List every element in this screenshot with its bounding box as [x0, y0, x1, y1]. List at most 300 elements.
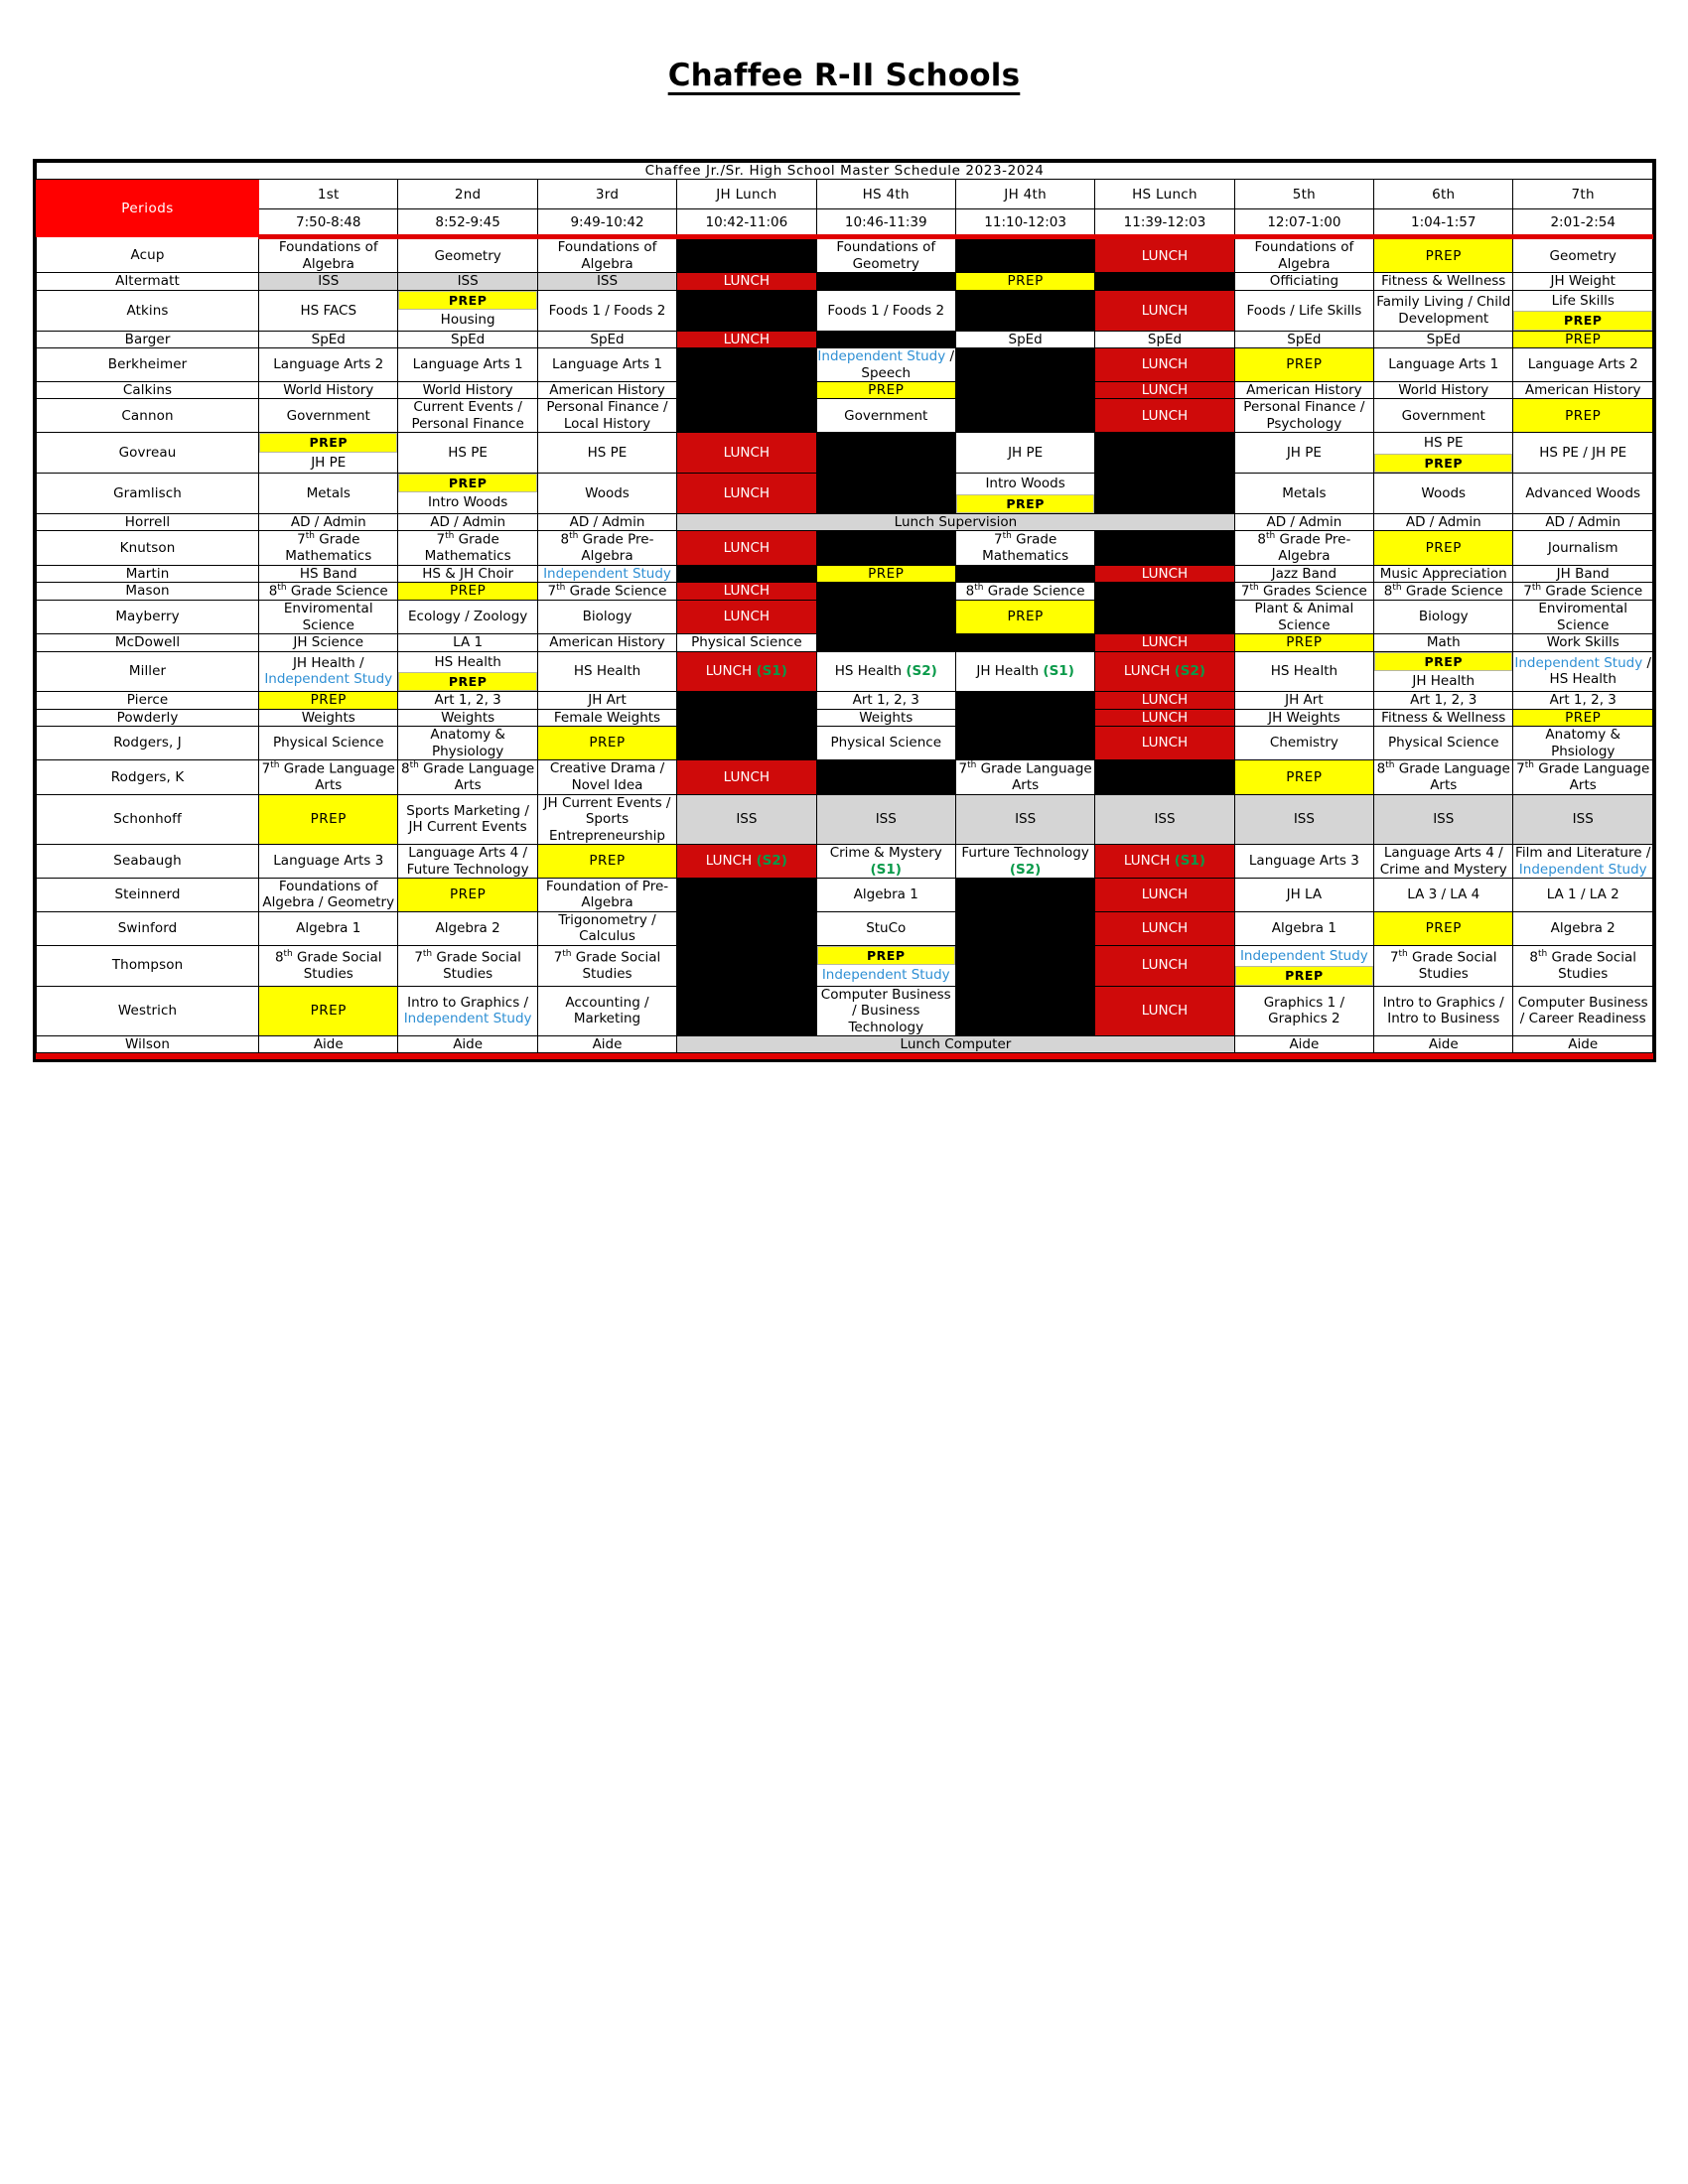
schedule-cell: SpEd — [1095, 331, 1234, 347]
schedule-cell: Enviromental Science — [1513, 601, 1653, 634]
schedule-cell: JH Band — [1513, 565, 1653, 582]
schedule-cell: Anatomy & Physiology — [398, 727, 537, 760]
schedule-cell: Weights — [259, 709, 398, 726]
schedule-cell: 7th Grade Social Studies — [1374, 945, 1513, 986]
schedule-cell: JH Health (S1) — [955, 651, 1094, 692]
schedule-cell: 7th Grade Social Studies — [537, 945, 676, 986]
schedule-cell: Biology — [1374, 601, 1513, 634]
period-time-5th: 12:07-1:00 — [1234, 209, 1373, 237]
prep-cell: PREP — [1374, 911, 1513, 945]
schedule-cell: Language Arts 2 — [1513, 348, 1653, 382]
table-row — [37, 382, 1653, 399]
schedule-cell: Algebra 1 — [1234, 911, 1373, 945]
schedule-cell: Independent Study — [537, 565, 676, 582]
schedule-cell: HS PE — [537, 433, 676, 474]
schedule-cell: SpEd — [398, 331, 537, 347]
schedule-cell: 7th Grade Mathematics — [955, 531, 1094, 565]
schedule-cell: Art 1, 2, 3 — [816, 692, 955, 709]
period-header-jh-lunch: JH Lunch — [677, 180, 816, 209]
blocked-cell — [677, 237, 816, 273]
table-row — [37, 709, 1653, 726]
table-footer-rule — [36, 1053, 1653, 1059]
schedule-cell: 7th Grade Science — [537, 583, 676, 601]
page-title: Chaffee R-II Schools — [667, 58, 1021, 93]
table-row — [37, 760, 1653, 794]
table-row — [37, 651, 1653, 692]
schedule-cell: 8th Grade Pre-Algebra — [537, 531, 676, 565]
schedule-body — [37, 237, 1653, 1053]
period-header-3rd: 3rd — [537, 180, 676, 209]
schedule-cell: Personal Finance / Local History — [537, 399, 676, 433]
table-row — [37, 399, 1653, 433]
schedule-cell: 7th Grade Language Arts — [1513, 760, 1653, 794]
schedule-cell: Government — [259, 399, 398, 433]
table-row — [37, 986, 1653, 1035]
schedule-cell: Foods 1 / Foods 2 — [816, 290, 955, 331]
schedule-cell: Government — [1374, 399, 1513, 433]
blocked-cell — [677, 945, 816, 986]
lunch-cell: LUNCH — [1095, 565, 1234, 582]
teacher-name-cell: Knutson — [37, 531, 259, 565]
schedule-cell: Foundations of Geometry — [816, 237, 955, 273]
periods-header-cell: Periods — [37, 180, 259, 237]
schedule-cell: Fitness & Wellness — [1374, 273, 1513, 290]
schedule-cell: AD / Admin — [1374, 513, 1513, 530]
schedule-cell: Metals — [1234, 474, 1373, 514]
blocked-cell — [955, 692, 1094, 709]
table-row — [37, 878, 1653, 911]
schedule-cell: Female Weights — [537, 709, 676, 726]
schedule-cell: Algebra 1 — [259, 911, 398, 945]
blocked-cell — [955, 382, 1094, 399]
schedule-cell: Art 1, 2, 3 — [1374, 692, 1513, 709]
lunch-cell: LUNCH (S2) — [677, 845, 816, 879]
master-schedule-table — [36, 162, 1653, 1053]
period-time-jh-4th: 11:10-12:03 — [955, 209, 1094, 237]
teacher-name-cell: Horrell — [37, 513, 259, 530]
blocked-cell — [677, 692, 816, 709]
period-label-row — [37, 180, 1653, 209]
schedule-cell: Algebra 2 — [1513, 911, 1653, 945]
schedule-cell: HS Health — [1234, 651, 1373, 692]
schedule-cell: PREP JH PE — [259, 433, 398, 474]
schedule-cell: HS Health — [537, 651, 676, 692]
schedule-cell: JH Health / Independent Study — [259, 651, 398, 692]
lunch-cell: LUNCH — [1095, 709, 1234, 726]
blocked-cell — [677, 911, 816, 945]
schedule-cell: Computer Business / Career Readiness — [1513, 986, 1653, 1035]
teacher-name-cell: Powderly — [37, 709, 259, 726]
period-time-3rd: 9:49-10:42 — [537, 209, 676, 237]
blocked-cell — [677, 727, 816, 760]
blocked-cell — [816, 273, 955, 290]
period-time-6th: 1:04-1:57 — [1374, 209, 1513, 237]
prep-cell: PREP — [816, 565, 955, 582]
table-row — [37, 583, 1653, 601]
teacher-name-cell: Thompson — [37, 945, 259, 986]
schedule-cell: Chemistry — [1234, 727, 1373, 760]
teacher-name-cell: Martin — [37, 565, 259, 582]
schedule-cell: Foundations of Algebra — [537, 237, 676, 273]
schedule-cell: World History — [398, 382, 537, 399]
period-time-2nd: 8:52-9:45 — [398, 209, 537, 237]
blocked-cell — [955, 237, 1094, 273]
schedule-cell: Foundations of Algebra — [259, 237, 398, 273]
schedule-cell: American History — [537, 634, 676, 651]
blocked-cell — [1095, 601, 1234, 634]
period-header-5th: 5th — [1234, 180, 1373, 209]
prep-cell: PREP — [537, 845, 676, 879]
period-time-7th: 2:01-2:54 — [1513, 209, 1653, 237]
teacher-name-cell: Calkins — [37, 382, 259, 399]
teacher-name-cell: Altermatt — [37, 273, 259, 290]
lunch-cell: LUNCH — [677, 273, 816, 290]
schedule-cell: 7th Grades Science — [1234, 583, 1373, 601]
table-row — [37, 290, 1653, 331]
prep-cell: PREP — [1513, 331, 1653, 347]
schedule-cell: Physical Science — [1374, 727, 1513, 760]
iss-cell: ISS — [398, 273, 537, 290]
iss-cell: ISS — [259, 273, 398, 290]
schedule-cell: Film and Literature / Independent Study — [1513, 845, 1653, 879]
schedule-cell: Language Arts 3 — [1234, 845, 1373, 879]
blocked-cell — [677, 290, 816, 331]
schedule-cell: 8th Grade Pre-Algebra — [1234, 531, 1373, 565]
schedule-cell: Physical Science — [259, 727, 398, 760]
schedule-cell: Aide — [259, 1035, 398, 1052]
schedule-cell: Art 1, 2, 3 — [1513, 692, 1653, 709]
blocked-cell — [816, 433, 955, 474]
schedule-cell: 7th Grade Mathematics — [259, 531, 398, 565]
lunch-cell: LUNCH — [1095, 348, 1234, 382]
period-header-7th: 7th — [1513, 180, 1653, 209]
iss-cell: ISS — [1513, 794, 1653, 844]
schedule-cell: Current Events / Personal Finance — [398, 399, 537, 433]
table-row — [37, 565, 1653, 582]
schedule-cell: JH Art — [537, 692, 676, 709]
blocked-cell — [955, 911, 1094, 945]
table-row — [37, 531, 1653, 565]
schedule-cell: Woods — [1374, 474, 1513, 514]
schedule-cell: 8th Grade Science — [1374, 583, 1513, 601]
blocked-cell — [816, 531, 955, 565]
prep-cell: PREP — [398, 583, 537, 601]
prep-cell: PREP — [1513, 399, 1653, 433]
teacher-name-cell: Cannon — [37, 399, 259, 433]
schedule-cell: American History — [537, 382, 676, 399]
schedule-cell: 8th Grade Science — [955, 583, 1094, 601]
iss-cell: ISS — [955, 794, 1094, 844]
schedule-cell: 7th Grade Social Studies — [398, 945, 537, 986]
table-banner-row — [37, 163, 1653, 180]
schedule-cell: Biology — [537, 601, 676, 634]
schedule-cell: World History — [1374, 382, 1513, 399]
schedule-cell: World History — [259, 382, 398, 399]
schedule-cell: American History — [1234, 382, 1373, 399]
schedule-cell: AD / Admin — [1513, 513, 1653, 530]
schedule-cell: HS PE / JH PE — [1513, 433, 1653, 474]
schedule-cell: Language Arts 4 / Future Technology — [398, 845, 537, 879]
schedule-cell: Personal Finance / Psychology — [1234, 399, 1373, 433]
blocked-cell — [955, 634, 1094, 651]
schedule-cell: Woods — [537, 474, 676, 514]
schedule-cell: Weights — [816, 709, 955, 726]
table-row — [37, 1035, 1653, 1052]
iss-cell: ISS — [1374, 794, 1513, 844]
teacher-name-cell: Seabaugh — [37, 845, 259, 879]
blocked-cell — [677, 382, 816, 399]
schedule-cell: SpEd — [955, 331, 1094, 347]
schedule-cell: AD / Admin — [398, 513, 537, 530]
schedule-cell: Life Skills PREP — [1513, 290, 1653, 331]
blocked-cell — [1095, 474, 1234, 514]
schedule-cell: AD / Admin — [537, 513, 676, 530]
schedule-cell: Fitness & Wellness — [1374, 709, 1513, 726]
table-row — [37, 513, 1653, 530]
table-row — [37, 273, 1653, 290]
schedule-cell: Foods 1 / Foods 2 — [537, 290, 676, 331]
lunch-cell: LUNCH (S2) — [1095, 651, 1234, 692]
prep-cell: PREP — [1234, 634, 1373, 651]
schedule-cell: Foundation of Pre-Algebra — [537, 878, 676, 911]
table-banner: Chaffee Jr./Sr. High School Master Schedule 2023-2024 — [37, 163, 1653, 180]
schedule-cell: JH Weight — [1513, 273, 1653, 290]
period-header-hs-lunch: HS Lunch — [1095, 180, 1234, 209]
schedule-cell: JH Weights — [1234, 709, 1373, 726]
schedule-cell: SpEd — [537, 331, 676, 347]
lunch-cell: LUNCH — [1095, 382, 1234, 399]
blocked-cell — [1095, 531, 1234, 565]
lunch-cell: LUNCH — [677, 601, 816, 634]
blocked-cell — [1095, 433, 1234, 474]
schedule-cell: Anatomy & Phsiology — [1513, 727, 1653, 760]
schedule-cell: SpEd — [1374, 331, 1513, 347]
schedule-cell: JH Current Events / Sports Entrepreneurship — [537, 794, 676, 844]
teacher-name-cell: Acup — [37, 237, 259, 273]
teacher-name-cell: McDowell — [37, 634, 259, 651]
schedule-cell: Furture Technology (S2) — [955, 845, 1094, 879]
teacher-name-cell: Wilson — [37, 1035, 259, 1052]
schedule-cell: Language Arts 3 — [259, 845, 398, 879]
blocked-cell — [816, 634, 955, 651]
prep-cell: PREP — [1374, 531, 1513, 565]
lunch-cell: LUNCH — [1095, 986, 1234, 1035]
schedule-cell: AD / Admin — [1234, 513, 1373, 530]
schedule-cell: PREP Housing — [398, 290, 537, 331]
schedule-cell: SpEd — [259, 331, 398, 347]
lunch-cell: LUNCH — [1095, 878, 1234, 911]
schedule-cell: Creative Drama / Novel Idea — [537, 760, 676, 794]
lunch-cell: LUNCH — [1095, 290, 1234, 331]
teacher-name-cell: Atkins — [37, 290, 259, 331]
schedule-cell: Family Living / Child Development — [1374, 290, 1513, 331]
blocked-cell — [955, 727, 1094, 760]
table-row — [37, 845, 1653, 879]
lunch-cell: LUNCH — [1095, 727, 1234, 760]
table-row — [37, 474, 1653, 514]
schedule-cell: Geometry — [1513, 237, 1653, 273]
schedule-cell: Accounting / Marketing — [537, 986, 676, 1035]
blocked-cell — [677, 709, 816, 726]
lunch-cell: LUNCH — [1095, 945, 1234, 986]
schedule-cell: Journalism — [1513, 531, 1653, 565]
schedule-cell: Intro Woods PREP — [955, 474, 1094, 514]
period-time-row — [37, 209, 1653, 237]
lunch-cell: LUNCH (S1) — [677, 651, 816, 692]
schedule-cell: HS Health PREP — [398, 651, 537, 692]
blocked-cell — [955, 986, 1094, 1035]
blocked-cell — [816, 601, 955, 634]
schedule-cell: Aide — [1234, 1035, 1373, 1052]
schedule-cell: LA 1 — [398, 634, 537, 651]
blocked-cell — [816, 760, 955, 794]
prep-cell: PREP — [1234, 760, 1373, 794]
schedule-cell: Language Arts 1 — [398, 348, 537, 382]
schedule-cell: JH Art — [1234, 692, 1373, 709]
schedule-cell: Geometry — [398, 237, 537, 273]
schedule-cell: 7th Grade Language Arts — [259, 760, 398, 794]
schedule-cell: Aide — [1374, 1035, 1513, 1052]
period-time-1st: 7:50-8:48 — [259, 209, 398, 237]
schedule-cell: Language Arts 1 — [1374, 348, 1513, 382]
schedule-cell: Foods / Life Skills — [1234, 290, 1373, 331]
schedule-cell: Officiating — [1234, 273, 1373, 290]
lunch-cell: LUNCH — [1095, 237, 1234, 273]
blocked-cell — [816, 583, 955, 601]
prep-cell: PREP — [955, 601, 1094, 634]
blocked-cell — [1095, 760, 1234, 794]
schedule-cell: Independent Study PREP — [1234, 945, 1373, 986]
schedule-cell: Independent Study / HS Health — [1513, 651, 1653, 692]
schedule-cell: HS PE — [398, 433, 537, 474]
period-time-hs-lunch: 11:39-12:03 — [1095, 209, 1234, 237]
schedule-cell: Art 1, 2, 3 — [398, 692, 537, 709]
schedule-cell: Foundations of Algebra / Geometry — [259, 878, 398, 911]
schedule-cell: 8th Grade Social Studies — [259, 945, 398, 986]
lunch-cell: LUNCH (S1) — [1095, 845, 1234, 879]
schedule-cell: 8th Grade Language Arts — [1374, 760, 1513, 794]
schedule-cell: PREP Independent Study — [816, 945, 955, 986]
table-row — [37, 794, 1653, 844]
schedule-cell: Metals — [259, 474, 398, 514]
schedule-table-container — [33, 159, 1656, 1062]
teacher-name-cell: Gramlisch — [37, 474, 259, 514]
prep-cell: PREP — [259, 692, 398, 709]
prep-cell: PREP — [1374, 237, 1513, 273]
schedule-cell: JH PE — [955, 433, 1094, 474]
table-row — [37, 331, 1653, 347]
period-header-6th: 6th — [1374, 180, 1513, 209]
lunch-cell: LUNCH — [1095, 911, 1234, 945]
schedule-cell: Work Skills — [1513, 634, 1653, 651]
teacher-name-cell: Govreau — [37, 433, 259, 474]
prep-cell: PREP — [816, 382, 955, 399]
schedule-cell: LA 3 / LA 4 — [1374, 878, 1513, 911]
schedule-cell: JH LA — [1234, 878, 1373, 911]
iss-cell: ISS — [1095, 794, 1234, 844]
lunch-cell: LUNCH — [677, 474, 816, 514]
teacher-name-cell: Rodgers, K — [37, 760, 259, 794]
teacher-name-cell: Miller — [37, 651, 259, 692]
schedule-cell: JH PE — [1234, 433, 1373, 474]
schedule-cell: 8th Grade Language Arts — [398, 760, 537, 794]
schedule-cell: Advanced Woods — [1513, 474, 1653, 514]
schedule-cell: Jazz Band — [1234, 565, 1373, 582]
table-row — [37, 727, 1653, 760]
blocked-cell — [677, 565, 816, 582]
schedule-cell: HS FACS — [259, 290, 398, 331]
lunch-supervision-cell: Lunch Supervision — [677, 513, 1235, 530]
prep-cell: PREP — [259, 794, 398, 844]
blocked-cell — [677, 399, 816, 433]
schedule-cell: StuCo — [816, 911, 955, 945]
schedule-cell: American History — [1513, 382, 1653, 399]
period-time-hs-4th: 10:46-11:39 — [816, 209, 955, 237]
blocked-cell — [955, 565, 1094, 582]
blocked-cell — [677, 878, 816, 911]
schedule-cell: 8th Grade Social Studies — [1513, 945, 1653, 986]
table-row — [37, 433, 1653, 474]
blocked-cell — [955, 399, 1094, 433]
schedule-cell: AD / Admin — [259, 513, 398, 530]
lunch-cell: LUNCH — [677, 583, 816, 601]
iss-cell: ISS — [816, 794, 955, 844]
lunch-cell: LUNCH — [1095, 634, 1234, 651]
period-header-1st: 1st — [259, 180, 398, 209]
schedule-cell: 7th Grade Language Arts — [955, 760, 1094, 794]
lunch-cell: LUNCH — [1095, 399, 1234, 433]
period-header-hs-4th: HS 4th — [816, 180, 955, 209]
prep-cell: PREP — [1513, 709, 1653, 726]
schedule-cell: Music Appreciation — [1374, 565, 1513, 582]
table-row — [37, 601, 1653, 634]
blocked-cell — [955, 290, 1094, 331]
teacher-name-cell: Westrich — [37, 986, 259, 1035]
schedule-cell: Language Arts 1 — [537, 348, 676, 382]
schedule-cell: Aide — [398, 1035, 537, 1052]
schedule-cell: Enviromental Science — [259, 601, 398, 634]
schedule-cell: SpEd — [1234, 331, 1373, 347]
schedule-cell: PREP JH Health — [1374, 651, 1513, 692]
period-header-jh-4th: JH 4th — [955, 180, 1094, 209]
period-header-2nd: 2nd — [398, 180, 537, 209]
schedule-cell: Graphics 1 / Graphics 2 — [1234, 986, 1373, 1035]
teacher-name-cell: Pierce — [37, 692, 259, 709]
schedule-cell: Crime & Mystery (S1) — [816, 845, 955, 879]
iss-cell: ISS — [1234, 794, 1373, 844]
blocked-cell — [816, 474, 955, 514]
prep-cell: PREP — [1234, 348, 1373, 382]
table-header — [37, 163, 1653, 237]
teacher-name-cell: Rodgers, J — [37, 727, 259, 760]
schedule-cell: Algebra 2 — [398, 911, 537, 945]
lunch-cell: LUNCH — [677, 331, 816, 347]
teacher-name-cell: Swinford — [37, 911, 259, 945]
schedule-cell: PREP Intro Woods — [398, 474, 537, 514]
schedule-cell: Ecology / Zoology — [398, 601, 537, 634]
prep-cell: PREP — [398, 878, 537, 911]
schedule-cell: Computer Business / Business Technology — [816, 986, 955, 1035]
schedule-cell: Physical Science — [816, 727, 955, 760]
teacher-name-cell: Barger — [37, 331, 259, 347]
schedule-cell: HS PE PREP — [1374, 433, 1513, 474]
schedule-cell: Language Arts 2 — [259, 348, 398, 382]
table-row — [37, 634, 1653, 651]
schedule-cell: Intro to Graphics / Independent Study — [398, 986, 537, 1035]
prep-cell: PREP — [259, 986, 398, 1035]
blocked-cell — [955, 878, 1094, 911]
prep-cell: PREP — [537, 727, 676, 760]
